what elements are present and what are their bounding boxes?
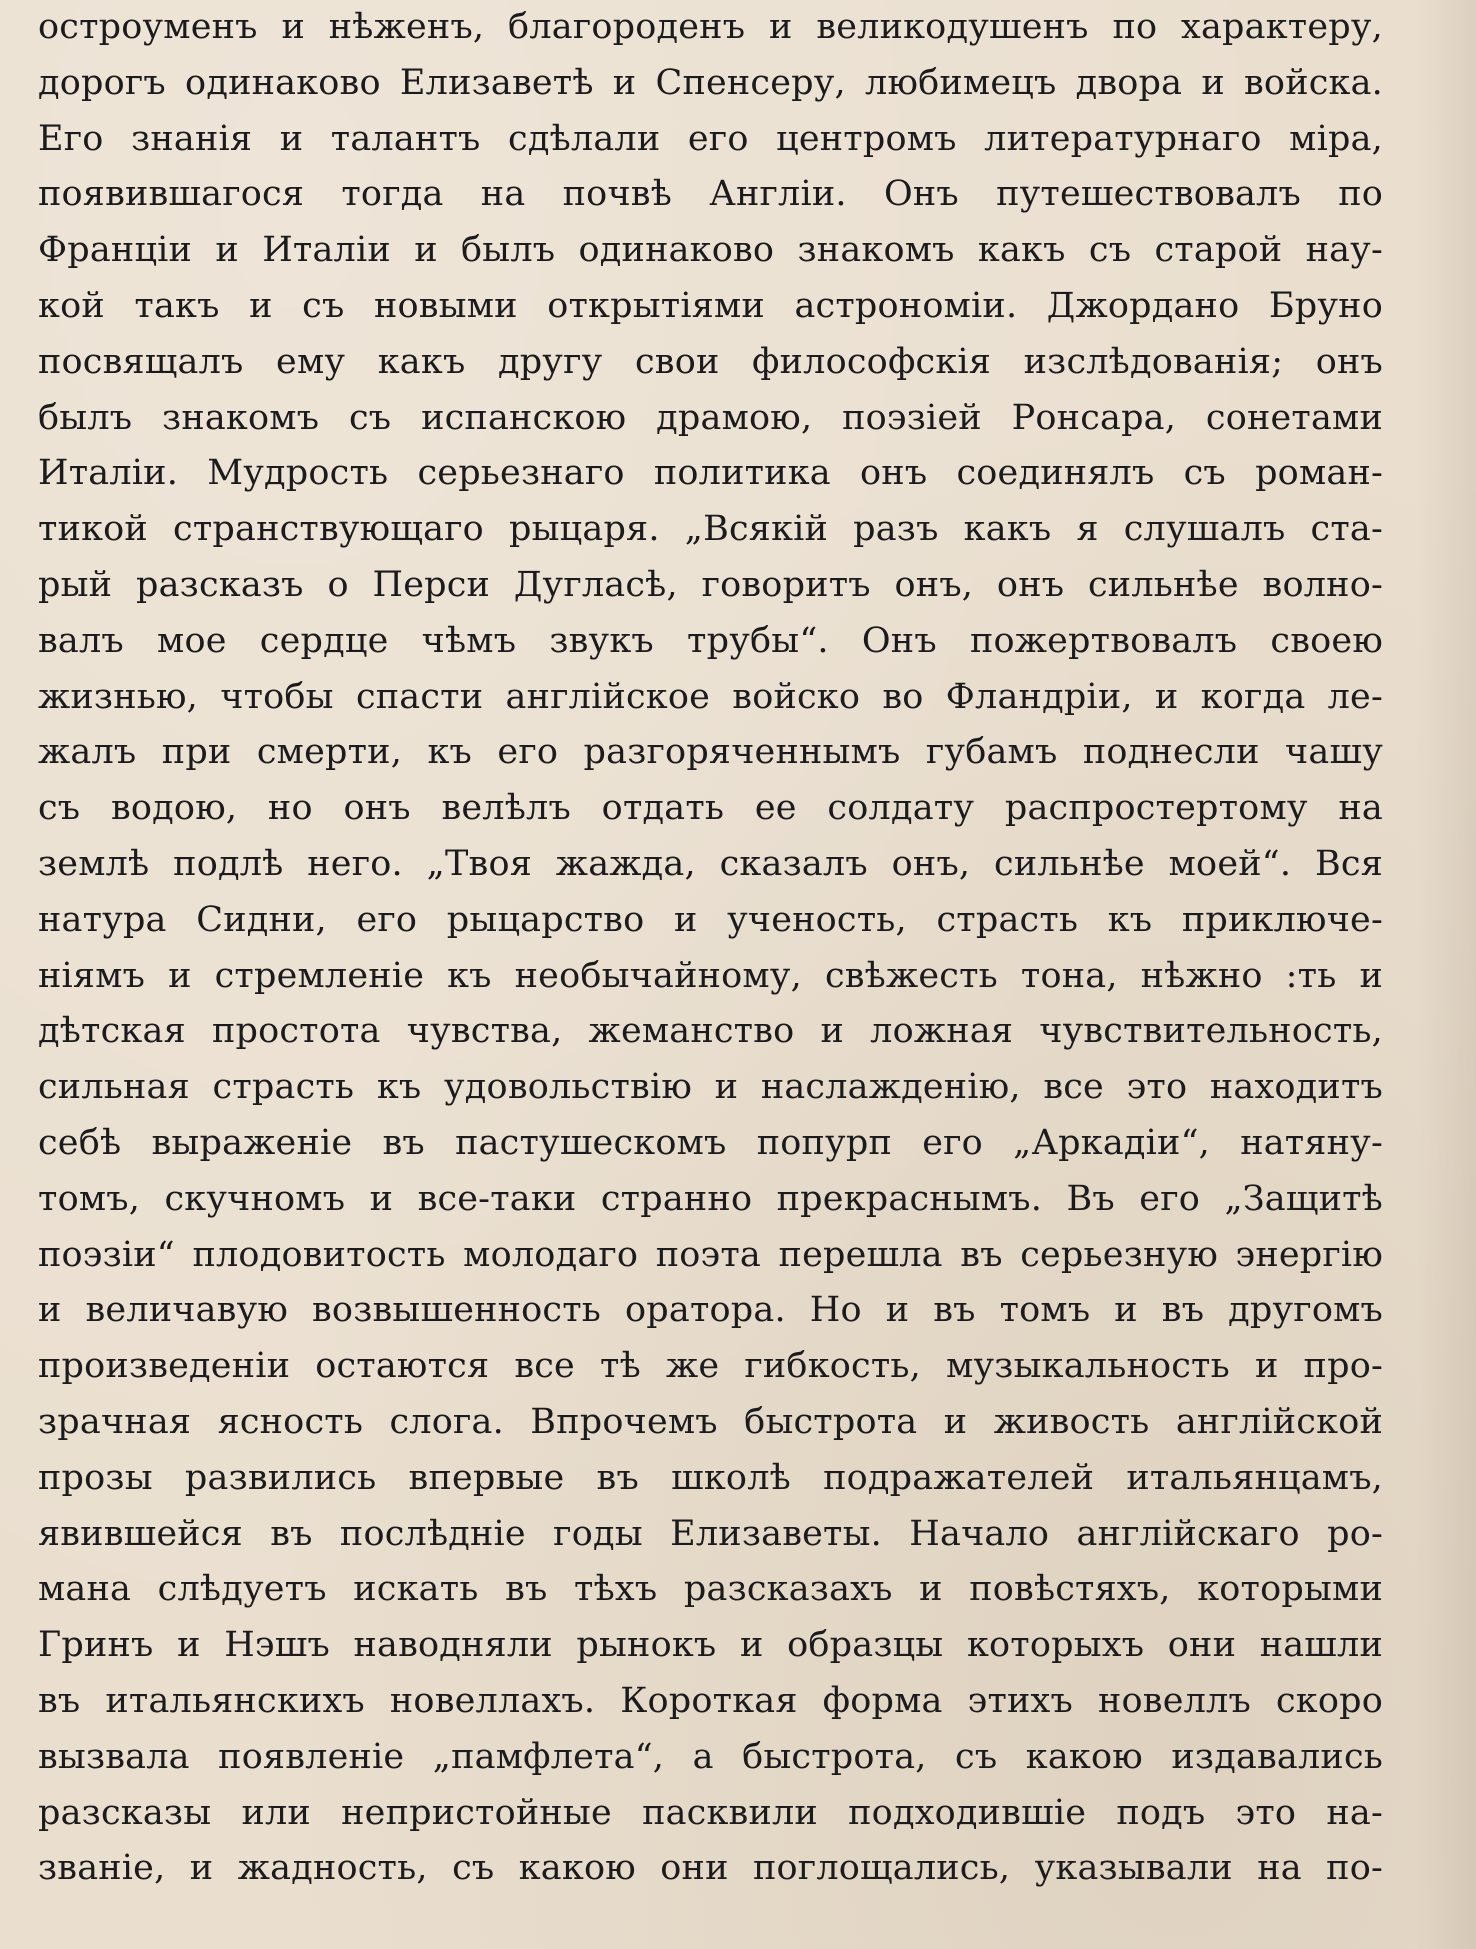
text-line: съ водою, но онъ велѣлъ отдать ее солдату распростертому на [38, 788, 1383, 829]
page-edge-shadow [1416, 0, 1476, 1949]
text-line: кой такъ и съ новыми открытіями астрономіи. Джордано Бруно [38, 285, 1383, 326]
text-line: разсказы или непристойные пасквили подходившіе подъ это на- [38, 1792, 1383, 1833]
text-line: натура Сидни, его рыцарство и ученость, страсть къ приключе- [38, 899, 1383, 940]
text-line: въ итальянскихъ новеллахъ. Короткая форма этихъ новеллъ скоро [38, 1680, 1383, 1721]
text-line: званіе, и жадность, съ какою они поглощались, указывали на по- [38, 1848, 1383, 1889]
text-line: Италіи. Мудрость серьезнаго политика онъ соединялъ съ роман- [38, 453, 1383, 494]
text-line: рый разсказъ о Перси Дугласѣ, говоритъ онъ, онъ сильнѣе волно- [38, 564, 1383, 605]
text-line: дѣтская простота чувства, жеманство и ложная чувствительность, [38, 1011, 1383, 1052]
text-line: поэзіи“ плодовитость молодаго поэта перешла въ серьезную энергію [38, 1234, 1383, 1275]
text-line: жалъ при смерти, къ его разгоряченнымъ губамъ поднесли чашу [38, 732, 1383, 773]
text-line: томъ, скучномъ и все-таки странно прекраснымъ. Въ его „Защитѣ [38, 1178, 1383, 1219]
text-line: себѣ выраженіе въ пастушескомъ попурп его „Аркадіи“, натяну- [38, 1122, 1383, 1163]
page-text-block [38, 0, 1383, 1897]
text-line: Гринъ и Нэшъ наводняли рынокъ и образцы которыхъ они нашли [38, 1625, 1383, 1666]
text-line: посвящалъ ему какъ другу свои философскія изслѣдованія; онъ [38, 341, 1383, 382]
text-line: тикой странствующаго рыцаря. „Всякій разъ какъ я слушалъ ста- [38, 509, 1383, 550]
text-line: жизнью, чтобы спасти англійское войско во Фландріи, и когда ле- [38, 676, 1383, 717]
text-line: вызвала появленіе „памфлета“, а быстрота, съ какою издавались [38, 1736, 1383, 1777]
text-line: зрачная ясность слога. Впрочемъ быстрота и живость англійской [38, 1401, 1383, 1442]
text-line: сильная страсть къ удовольствію и наслажденію, все это находитъ [38, 1067, 1383, 1108]
text-line: появившагося тогда на почвѣ Англіи. Онъ путешествовалъ по [38, 174, 1383, 215]
text-line: явившейся въ послѣдніе годы Елизаветы. Начало англійскаго ро- [38, 1513, 1383, 1554]
text-line: валъ мое сердце чѣмъ звукъ трубы“. Онъ пожертвовалъ своею [38, 620, 1383, 661]
text-line: мана слѣдуетъ искать въ тѣхъ разсказахъ и повѣстяхъ, которыми [38, 1569, 1383, 1610]
text-line: былъ знакомъ съ испанскою драмою, поэзіей Ронсара, сонетами [38, 397, 1383, 438]
text-line: ніямъ и стремленіе къ необычайному, свѣжесть тона, нѣжно :ть и [38, 955, 1383, 996]
text-line: дорогъ одинаково Елизаветѣ и Спенсеру, любимецъ двора и войска. [38, 62, 1383, 103]
text-line: Франціи и Италіи и былъ одинаково знакомъ какъ съ старой нау- [38, 230, 1383, 271]
text-line: и величавую возвышенность оратора. Но и въ томъ и въ другомъ [38, 1290, 1383, 1331]
text-line: землѣ подлѣ него. „Твоя жажда, сказалъ онъ, сильнѣе моей“. Вся [38, 843, 1383, 884]
text-line: остроуменъ и нѣженъ, благороденъ и великодушенъ по характеру, [38, 7, 1383, 47]
text-line: прозы развились впервые въ школѣ подражателей итальянцамъ, [38, 1457, 1383, 1498]
text-line: произведеніи остаются все тѣ же гибкость, музыкальность и про- [38, 1346, 1383, 1387]
text-line: Его знанія и талантъ сдѣлали его центромъ литературнаго міра, [38, 118, 1383, 159]
